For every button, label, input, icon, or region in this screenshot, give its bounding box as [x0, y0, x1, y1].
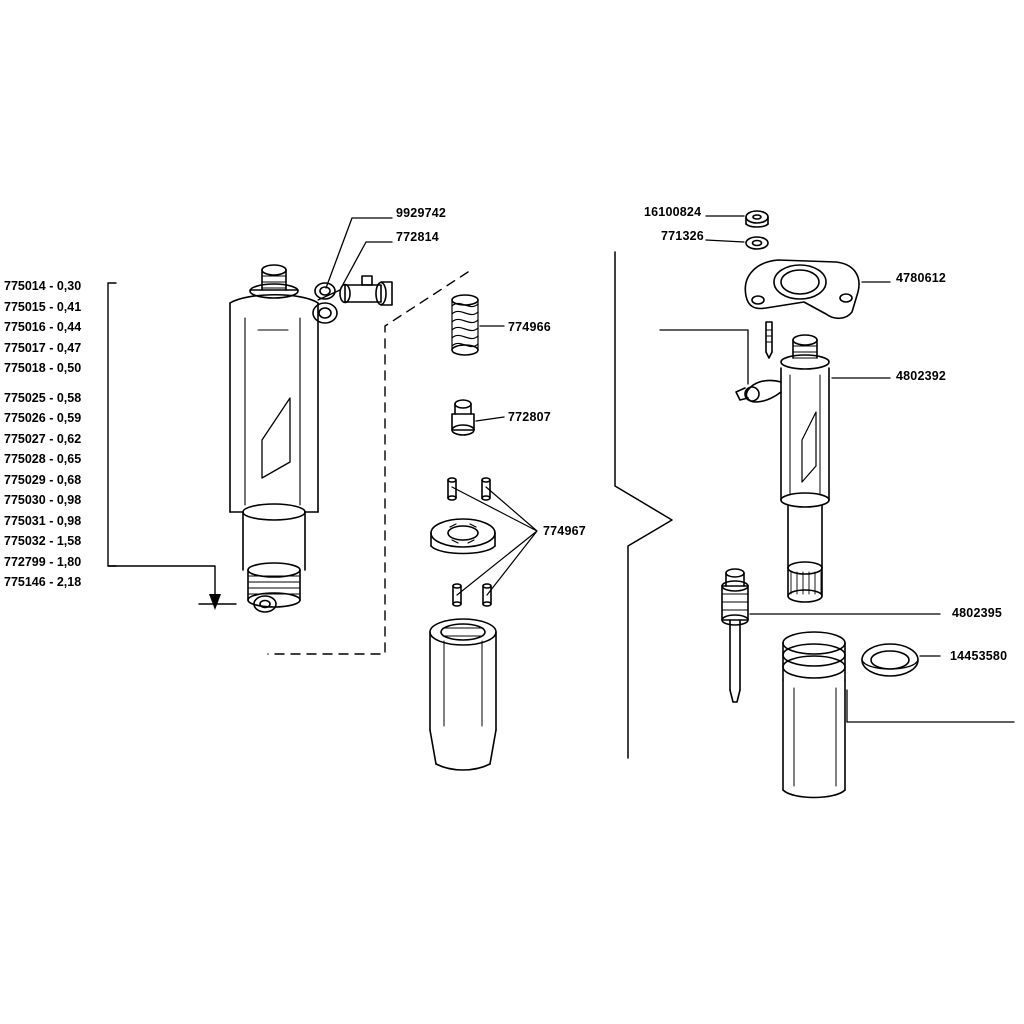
shim-row: 775014 - 0,30 — [4, 279, 82, 293]
shim-row: 775030 - 0,98 — [4, 493, 82, 507]
shim-row: 775017 - 0,47 — [4, 340, 82, 355]
callout-16100824: 16100824 — [644, 205, 702, 219]
callout-774967: 774967 — [543, 524, 586, 538]
shim-row: 775015 - 0,41 — [4, 299, 82, 314]
shim-row: 775032 - 1,58 — [4, 534, 82, 548]
shim-row: 775031 - 0,98 — [4, 513, 82, 528]
shim-row: 775146 - 2,18 — [4, 575, 82, 589]
shim-row: 775016 - 0,44 — [4, 320, 82, 334]
shim-row: 775028 - 0,65 — [4, 452, 82, 466]
shim-thickness-list — [4, 276, 81, 593]
shim-row: 775027 - 0,62 — [4, 431, 82, 446]
callout-4780612: 4780612 — [896, 271, 947, 285]
shim-row: 775025 - 0,58 — [4, 390, 82, 405]
callout-14453580: 14453580 — [950, 649, 1008, 663]
shim-row: 775026 - 0,59 — [4, 411, 82, 425]
callout-4802392: 4802392 — [896, 369, 947, 383]
callout-4802395: 4802395 — [952, 606, 1003, 620]
shim-row: 775029 - 0,68 — [4, 472, 82, 487]
callout-774966: 774966 — [508, 320, 551, 334]
callout-772807: 772807 — [508, 410, 551, 424]
shim-group-gap — [4, 379, 81, 388]
callout-772814: 772814 — [396, 230, 439, 244]
shim-row: 775018 - 0,50 — [4, 361, 82, 375]
callout-9929742: 9929742 — [396, 206, 447, 220]
shim-row: 772799 - 1,80 — [4, 554, 82, 569]
callout-771326: 771326 — [661, 229, 704, 243]
